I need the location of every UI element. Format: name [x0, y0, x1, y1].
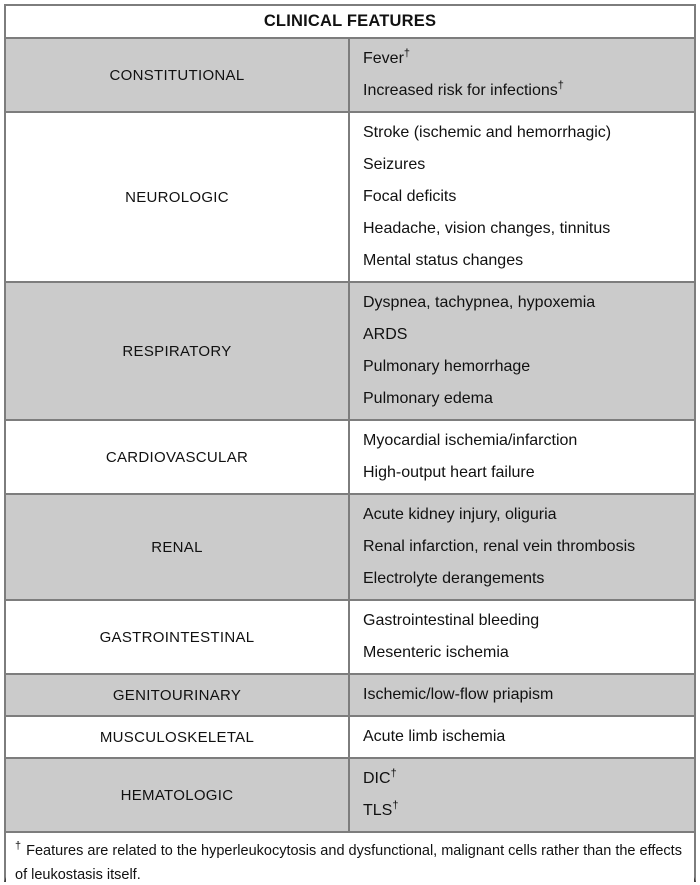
dagger-icon: †: [390, 767, 397, 780]
feature-item: [363, 425, 688, 457]
table-title-row: [6, 6, 694, 37]
table-body: [6, 37, 694, 831]
category-label: HEMATOLOGIC: [120, 786, 234, 804]
feature-item: [363, 181, 688, 213]
footnote-text: Features are related to the hyperleukocytosis and dysfunctional, malignant cells rather than the effects of leukostasis itself.: [15, 843, 682, 883]
table-row: [6, 281, 694, 419]
features-cell: [348, 759, 694, 831]
feature-item: [363, 605, 688, 637]
table-row: [6, 111, 694, 281]
feature-item: [363, 117, 688, 149]
feature-text: Renal infarction, renal vein thrombosis: [363, 538, 636, 555]
feature-item: [363, 351, 688, 383]
category-label: MUSCULOSKELETAL: [99, 728, 255, 746]
feature-text: Increased risk for infections: [363, 82, 558, 99]
feature-item: [363, 499, 688, 531]
category-cell: [6, 717, 348, 757]
feature-text: Myocardial ischemia/infarction: [363, 432, 578, 449]
features-cell: [348, 717, 694, 757]
feature-text: Ischemic/low-flow priapism: [363, 686, 554, 703]
category-cell: [6, 675, 348, 715]
feature-item: [363, 287, 688, 319]
features-cell: [348, 601, 694, 673]
feature-text: Electrolyte derangements: [363, 570, 545, 587]
table-row: [6, 757, 694, 831]
feature-text: Acute kidney injury, oliguria: [363, 506, 557, 523]
feature-item: [363, 213, 688, 245]
category-label: CONSTITUTIONAL: [109, 66, 245, 84]
table-row: [6, 493, 694, 599]
table-row: [6, 419, 694, 493]
features-cell: [348, 495, 694, 599]
feature-text: Stroke (ischemic and hemorrhagic): [363, 124, 612, 141]
feature-text: Seizures: [363, 156, 426, 173]
features-cell: [348, 675, 694, 715]
features-cell: [348, 421, 694, 493]
feature-text: Focal deficits: [363, 188, 457, 205]
category-cell: [6, 495, 348, 599]
table-title: CLINICAL FEATURES: [263, 12, 437, 30]
clinical-features-table: [4, 4, 696, 882]
category-cell: [6, 39, 348, 111]
category-label: GENITOURINARY: [112, 686, 242, 704]
feature-text: Headache, vision changes, tinnitus: [363, 220, 611, 237]
category-label: NEUROLOGIC: [125, 188, 229, 206]
category-cell: [6, 601, 348, 673]
feature-text: ARDS: [363, 326, 408, 343]
feature-item: [363, 383, 688, 415]
category-label: CARDIOVASCULAR: [105, 448, 249, 466]
table-row: [6, 673, 694, 715]
feature-text: DIC: [363, 770, 391, 787]
feature-item: [363, 531, 688, 563]
feature-item: [363, 795, 688, 827]
feature-text: Pulmonary hemorrhage: [363, 358, 531, 375]
feature-item: [363, 43, 688, 75]
feature-text: Fever: [363, 50, 404, 67]
feature-text: Pulmonary edema: [363, 390, 493, 407]
dagger-icon: †: [557, 79, 564, 92]
feature-item: [363, 563, 688, 595]
feature-text: Acute limb ischemia: [363, 728, 506, 745]
feature-item: [363, 75, 688, 107]
feature-item: [363, 679, 688, 711]
table-row: [6, 715, 694, 757]
feature-text: Mesenteric ischemia: [363, 644, 509, 661]
feature-item: [363, 637, 688, 669]
category-label: RENAL: [151, 538, 203, 556]
category-cell: [6, 421, 348, 493]
category-cell: [6, 283, 348, 419]
features-cell: [348, 39, 694, 111]
feature-item: [363, 245, 688, 277]
table-row: [6, 599, 694, 673]
dagger-icon: †: [15, 840, 22, 853]
category-cell: [6, 113, 348, 281]
category-cell: [6, 759, 348, 831]
feature-text: High-output heart failure: [363, 464, 535, 481]
dagger-icon: †: [403, 47, 411, 60]
feature-item: [363, 149, 688, 181]
feature-text: Mental status changes: [363, 252, 524, 269]
category-label: RESPIRATORY: [122, 342, 232, 360]
feature-item: [363, 721, 688, 753]
footnote: [6, 831, 694, 885]
feature-item: [363, 457, 688, 489]
table-row: [6, 37, 694, 111]
feature-item: [363, 319, 688, 351]
features-cell: [348, 113, 694, 281]
features-cell: [348, 283, 694, 419]
dagger-icon: †: [392, 799, 399, 812]
feature-text: Gastrointestinal bleeding: [363, 612, 540, 629]
feature-text: TLS: [363, 802, 393, 819]
feature-text: Dyspnea, tachypnea, hypoxemia: [363, 294, 596, 311]
category-label: GASTROINTESTINAL: [99, 628, 255, 646]
feature-item: [363, 763, 688, 795]
